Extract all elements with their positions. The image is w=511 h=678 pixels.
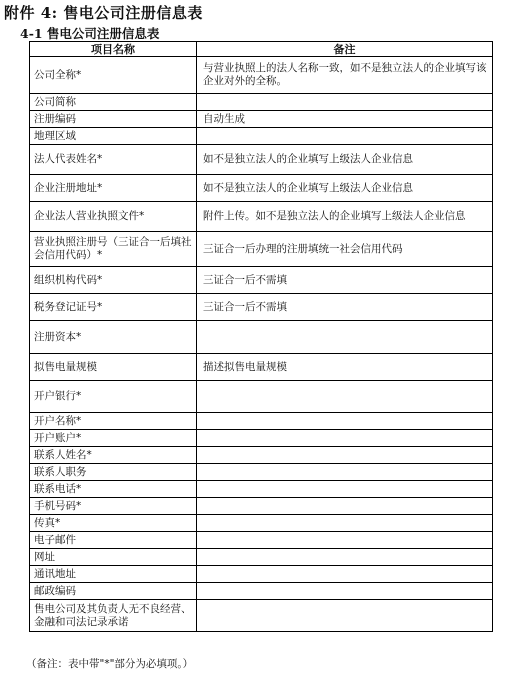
table-row — [30, 464, 493, 481]
table-row — [30, 447, 493, 464]
table-row — [30, 232, 493, 267]
row-remark — [197, 128, 493, 145]
row-remark — [197, 532, 493, 549]
table-row — [30, 354, 493, 381]
header-remarks: 备注 — [197, 42, 493, 57]
table-row — [30, 267, 493, 294]
row-item-name: 开户名称* — [30, 413, 197, 430]
footnote: （备注：表中带"*"部分为必填项。） — [26, 658, 194, 670]
table-row — [30, 381, 493, 413]
table-row — [30, 175, 493, 202]
row-item-name: 法人代表姓名* — [30, 145, 197, 175]
row-item-name: 传真* — [30, 515, 197, 532]
row-remark — [197, 381, 493, 413]
row-item-name: 拟售电量规模 — [30, 354, 197, 381]
table-row — [30, 57, 493, 94]
row-item-name: 网址 — [30, 549, 197, 566]
row-item-name: 组织机构代码* — [30, 267, 197, 294]
row-item-name: 企业法人营业执照文件* — [30, 202, 197, 232]
row-item-name: 邮政编码 — [30, 583, 197, 600]
row-remark — [197, 464, 493, 481]
row-remark — [197, 515, 493, 532]
table-row — [30, 321, 493, 354]
table-row — [30, 566, 493, 583]
table-row — [30, 583, 493, 600]
row-remark — [197, 447, 493, 464]
row-item-name: 电子邮件 — [30, 532, 197, 549]
row-item-name: 公司简称 — [30, 94, 197, 111]
table-header-row — [30, 42, 493, 57]
table-row — [30, 481, 493, 498]
row-item-name: 公司全称* — [30, 57, 197, 94]
section-title: 4-1 售电公司注册信息表 — [20, 26, 160, 41]
table-row — [30, 202, 493, 232]
row-item-name: 手机号码* — [30, 498, 197, 515]
table-row — [30, 145, 493, 175]
row-item-name: 联系电话* — [30, 481, 197, 498]
row-item-name: 税务登记证号* — [30, 294, 197, 321]
row-remark — [197, 566, 493, 583]
table-body — [30, 57, 493, 632]
row-item-name: 开户银行* — [30, 381, 197, 413]
row-remark: 描述拟售电量规模 — [197, 354, 493, 381]
row-remark: 三证合一后不需填 — [197, 267, 493, 294]
table-row — [30, 498, 493, 515]
row-item-name: 开户账户* — [30, 430, 197, 447]
row-remark — [197, 413, 493, 430]
table-row — [30, 600, 493, 632]
row-item-name: 营业执照注册号（三证合一后填社会信用代码）* — [30, 232, 197, 267]
row-remark — [197, 430, 493, 447]
table-row — [30, 294, 493, 321]
table-row — [30, 111, 493, 128]
table-row — [30, 94, 493, 111]
row-remark: 与营业执照上的法人名称一致，如不是独立法人的企业填写该企业对外的全称。 — [197, 57, 493, 94]
row-item-name: 联系人职务 — [30, 464, 197, 481]
table-row — [30, 413, 493, 430]
row-remark: 附件上传。如不是独立法人的企业填写上级法人企业信息 — [197, 202, 493, 232]
table-row — [30, 549, 493, 566]
row-remark: 三证合一后办理的注册填统一社会信用代码 — [197, 232, 493, 267]
row-remark — [197, 94, 493, 111]
row-remark — [197, 583, 493, 600]
row-remark: 自动生成 — [197, 111, 493, 128]
row-remark — [197, 481, 493, 498]
row-item-name: 联系人姓名* — [30, 447, 197, 464]
table-row — [30, 515, 493, 532]
row-item-name: 注册资本* — [30, 321, 197, 354]
row-item-name: 地理区域 — [30, 128, 197, 145]
row-item-name: 企业注册地址* — [30, 175, 197, 202]
table-row — [30, 128, 493, 145]
row-item-name: 售电公司及其负责人无不良经营、金融和司法记录承诺 — [30, 600, 197, 632]
table-row — [30, 430, 493, 447]
row-remark — [197, 600, 493, 632]
table-row — [30, 532, 493, 549]
document-title: 附件 4: 售电公司注册信息表 — [4, 4, 203, 22]
header-item-name: 项目名称 — [30, 42, 197, 57]
row-item-name: 注册编码 — [30, 111, 197, 128]
row-item-name: 通讯地址 — [30, 566, 197, 583]
row-remark: 如不是独立法人的企业填写上级法人企业信息 — [197, 175, 493, 202]
row-remark: 如不是独立法人的企业填写上级法人企业信息 — [197, 145, 493, 175]
row-remark — [197, 549, 493, 566]
row-remark — [197, 321, 493, 354]
row-remark: 三证合一后不需填 — [197, 294, 493, 321]
registration-info-table — [29, 41, 493, 632]
row-remark — [197, 498, 493, 515]
